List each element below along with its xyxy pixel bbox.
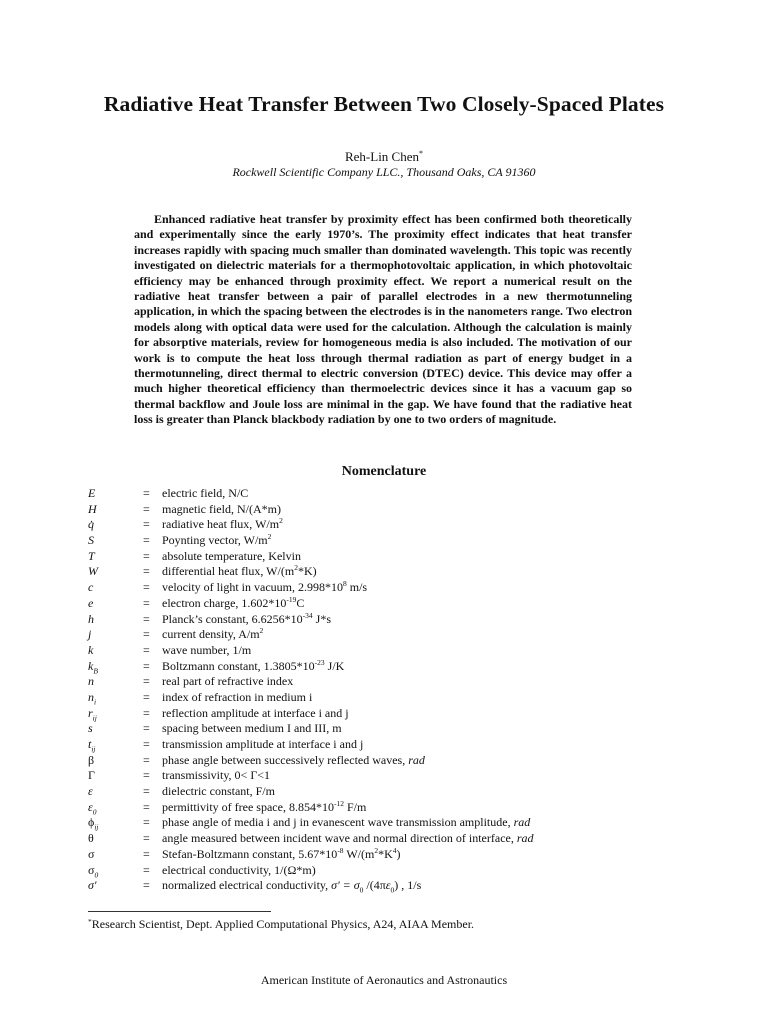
nomenclature-symbol: [88, 643, 93, 658]
nomenclature-definition: [162, 596, 304, 611]
nomenclature-definition: [162, 502, 281, 517]
definition-part: transmissivity, 0< Γ<1: [162, 768, 271, 783]
equals-sign: =: [143, 533, 150, 548]
nomenclature-definition: [162, 815, 530, 830]
symbol-glyph: j: [88, 627, 92, 642]
nomenclature-row: [0, 800, 768, 816]
nomenclature-symbol: [88, 596, 93, 611]
definition-part: electron charge, 1.602*10: [162, 595, 287, 610]
nomenclature-symbol: [88, 549, 95, 564]
symbol-glyph: θ: [88, 831, 94, 846]
nomenclature-definition: [162, 831, 534, 846]
nomenclature-definition: [162, 690, 312, 705]
nomenclature-row: [0, 863, 768, 879]
author-footnote-mark: *: [419, 149, 423, 158]
nomenclature-definition: [162, 549, 301, 564]
definition-part: -12: [333, 798, 344, 808]
footnote: [88, 917, 474, 932]
nomenclature-definition: [162, 753, 425, 768]
nomenclature-definition: [162, 612, 331, 627]
nomenclature-symbol: [88, 486, 95, 501]
nomenclature-definition: [162, 737, 363, 752]
equals-sign: =: [143, 548, 150, 563]
symbol-glyph: s: [88, 721, 93, 736]
definition-part: 2: [374, 845, 379, 855]
symbol-glyph: h: [88, 611, 94, 626]
symbol-glyph: n: [88, 674, 94, 689]
nomenclature-definition: [162, 627, 263, 642]
definition-part: normalized electrical conductivity,: [162, 878, 332, 893]
nomenclature-definition: [162, 847, 401, 862]
equals-sign: =: [143, 564, 150, 579]
nomenclature-row: [0, 486, 768, 502]
equals-sign: =: [143, 595, 150, 610]
nomenclature-row: [0, 564, 768, 580]
symbol-glyph: W: [88, 564, 98, 579]
definition-part: -34: [302, 610, 313, 620]
symbol-glyph: β: [88, 752, 95, 767]
equals-sign: =: [143, 846, 150, 861]
nomenclature-row: [0, 612, 768, 628]
nomenclature-row: [0, 737, 768, 753]
nomenclature-row: [0, 721, 768, 737]
nomenclature-row: [0, 815, 768, 831]
nomenclature-definition: [162, 706, 349, 721]
definition-part: rad: [408, 752, 425, 767]
equals-sign: =: [143, 642, 150, 657]
symbol-glyph: t: [88, 737, 92, 751]
definition-part: transmission amplitude at interface i and j: [162, 737, 364, 751]
equals-sign: =: [143, 705, 150, 720]
definition-part: magnetic field, N/(A*m): [162, 501, 281, 516]
definition-part: 2: [267, 532, 272, 542]
definition-part: velocity of light in vacuum, 2.998*10: [162, 580, 343, 595]
definition-part: rad: [513, 815, 531, 830]
symbol-subscript: B: [93, 665, 98, 675]
nomenclature-row: [0, 706, 768, 722]
definition-part: permittivity of free space, 8.854*10: [162, 799, 334, 814]
definition-part: real part of refractive index: [162, 674, 294, 689]
equals-sign: =: [143, 831, 150, 846]
nomenclature-symbol: [88, 627, 91, 642]
definition-part: ) , 1/s: [394, 878, 422, 893]
nomenclature-symbol: [88, 564, 98, 579]
definition-part: ): [396, 846, 401, 861]
author-name: Reh-Lin Chen: [344, 149, 419, 164]
definition-part: electric field, N/C: [162, 486, 249, 500]
nomenclature-symbol: [88, 831, 94, 846]
symbol-subscript: ij: [94, 822, 99, 832]
symbol-subscript: 0: [92, 807, 97, 817]
definition-part: spacing between medium I and III, m: [162, 721, 342, 736]
nomenclature-definition: [162, 800, 366, 815]
nomenclature-symbol: [88, 612, 94, 627]
author-line: [0, 149, 768, 165]
definition-part: 0: [390, 885, 395, 895]
definition-part: 8: [342, 579, 347, 589]
equals-sign: =: [143, 815, 150, 830]
abstract: Enhanced radiative heat transfer by proximity effect has been confirmed both theoretically and experimentally since the early 1970’s. The proximity effect indicates that heat transfer increases rapidly with spacing much smaller than dominated wavelength. This topic was recently investigated on dielectric materials for a thermophotovoltaic application, in which photovoltaic efficiency may be enhanced through proximity effect. We report a numerical result on the radiative heat transfer between a pair of parallel electrodes in a new thermotunneling application, in which the spacing between the electrodes is in the nanometers range. Two electron models along with optical data were used for the calculation. Although the calculation is mainly for absorptive materials, review for homogeneous media is also included. The motivation of our work is to compute the heat loss through thermal radiation as part of energy budget in a thermotunneling, direct thermal to electric conversion (DTEC) device. This device may offer a much higher theoretical efficiency than thermoelectric devices since it has a vacuum gap so thermal backflow and Joule loss are minimal in the gap. We have found that the radiative heat loss is greater than Planck blackbody radiation by one to two orders of magnitude.: [134, 212, 632, 427]
nomenclature-symbol: [88, 721, 93, 736]
definition-part: differential heat flux, W/(m: [162, 564, 295, 579]
nomenclature-row: [0, 643, 768, 659]
definition-part: radiative heat flux, W/m: [162, 517, 280, 532]
definition-part: W/(m: [343, 846, 375, 861]
page-footer: American Institute of Aeronautics and Astronautics: [260, 973, 508, 987]
nomenclature-definition: [162, 533, 271, 548]
equals-sign: =: [143, 768, 150, 783]
symbol-glyph: ϕ: [88, 815, 95, 830]
definition-part: *K): [297, 564, 317, 579]
nomenclature-row: [0, 753, 768, 769]
equals-sign: =: [143, 737, 150, 751]
definition-part: phase angle between successively reflected waves,: [162, 752, 409, 767]
nomenclature-row: [0, 502, 768, 518]
nomenclature-definition: [162, 784, 275, 799]
definition-part: ε: [385, 878, 391, 893]
nomenclature-symbol: [88, 878, 96, 893]
nomenclature-symbol: [88, 768, 95, 783]
nomenclature-symbol: [88, 659, 98, 675]
footnote-text: Research Scientist, Dept. Applied Computational Physics, A24, AIAA Member.: [91, 917, 475, 931]
definition-part: Stefan-Boltzmann constant, 5.67*10: [162, 846, 338, 861]
nomenclature-symbol: [88, 737, 96, 753]
nomenclature-definition: [162, 768, 270, 783]
nomenclature-definition: [162, 564, 317, 579]
symbol-glyph: n: [88, 689, 94, 704]
nomenclature-row: [0, 831, 768, 847]
nomenclature-heading: Nomenclature: [341, 464, 427, 479]
nomenclature-definition: [162, 659, 344, 674]
definition-part: Boltzmann constant, 1.3805*10: [162, 658, 315, 673]
equals-sign: =: [143, 721, 150, 736]
symbol-glyph: k: [88, 658, 94, 673]
definition-part: reflection amplitude at interface i and j: [162, 705, 349, 720]
symbol-glyph: σ': [88, 878, 97, 893]
equals-sign: =: [143, 674, 150, 689]
symbol-glyph: ε: [88, 799, 93, 814]
nomenclature-row: [0, 517, 768, 533]
symbol-glyph: c: [88, 580, 94, 595]
nomenclature-row: [0, 627, 768, 643]
nomenclature-symbol: [88, 847, 94, 862]
nomenclature-definition: [162, 674, 293, 689]
definition-part: 4: [392, 845, 397, 855]
definition-part: 0: [359, 885, 364, 895]
symbol-glyph: e: [88, 595, 94, 610]
definition-part: C: [296, 595, 305, 610]
definition-part: -19: [286, 594, 297, 604]
definition-part: dielectric constant, F/m: [162, 784, 275, 799]
nomenclature-row: [0, 690, 768, 706]
definition-part: absolute temperature, Kelvin: [162, 548, 301, 563]
nomenclature-symbol: [88, 533, 94, 548]
nomenclature-definition: [162, 878, 421, 894]
nomenclature-definition: [162, 517, 283, 532]
symbol-subscript: 0: [94, 869, 99, 879]
definition-part: σ' = σ: [331, 878, 360, 893]
nomenclature-row: [0, 580, 768, 596]
nomenclature-row: [0, 659, 768, 675]
paper-title: Radiative Heat Transfer Between Two Closely-Spaced Plates: [103, 92, 665, 116]
symbol-glyph: r: [88, 705, 93, 720]
symbol-glyph: T: [88, 548, 95, 563]
equals-sign: =: [143, 862, 150, 877]
definition-part: index of refraction in medium i: [162, 689, 313, 704]
nomenclature-symbol: [88, 815, 99, 831]
nomenclature-symbol: [88, 517, 94, 532]
nomenclature-row: [0, 549, 768, 565]
nomenclature-row: [0, 674, 768, 690]
definition-part: J/K: [324, 658, 345, 673]
definition-part: 2: [259, 626, 264, 636]
symbol-glyph: ε: [88, 784, 93, 799]
equals-sign: =: [143, 486, 150, 500]
equals-sign: =: [143, 752, 150, 767]
symbol-glyph: S: [88, 533, 94, 548]
definition-part: 2: [279, 516, 283, 526]
equals-sign: =: [143, 517, 150, 532]
nomenclature-definition: [162, 580, 367, 595]
symbol-subscript: ij: [92, 713, 97, 723]
nomenclature-row: [0, 533, 768, 549]
footnote-mark: *: [88, 917, 92, 926]
nomenclature-symbol: [88, 753, 94, 768]
definition-part: wave number, 1/m: [162, 642, 252, 657]
equals-sign: =: [143, 799, 150, 814]
symbol-glyph: q̇: [88, 517, 94, 532]
definition-part: /(4π: [363, 878, 386, 893]
nomenclature-row: [0, 784, 768, 800]
nomenclature-row: [0, 847, 768, 863]
nomenclature-row: [0, 878, 768, 894]
equals-sign: =: [143, 611, 150, 626]
definition-part: J*s: [312, 611, 331, 626]
definition-part: angle measured between incident wave and normal direction of interface,: [162, 831, 517, 846]
definition-part: current density, A/m: [162, 627, 260, 642]
nomenclature-definition: [162, 863, 316, 878]
symbol-glyph: H: [88, 501, 97, 516]
symbol-subscript: i: [94, 697, 97, 707]
equals-sign: =: [143, 878, 150, 893]
symbol-subscript: ij: [91, 744, 96, 754]
nomenclature-symbol: [88, 863, 98, 879]
symbol-glyph: Γ: [88, 768, 95, 783]
symbol-glyph: σ: [88, 862, 95, 877]
nomenclature-row: [0, 768, 768, 784]
definition-part: Planck’s constant, 6.6256*10: [162, 611, 303, 626]
equals-sign: =: [143, 501, 150, 516]
equals-sign: =: [143, 658, 150, 673]
nomenclature-list: [0, 486, 768, 894]
definition-part: rad: [516, 831, 534, 846]
nomenclature-symbol: [88, 706, 97, 722]
equals-sign: =: [143, 689, 150, 704]
nomenclature-symbol: [88, 784, 93, 799]
nomenclature-definition: [162, 721, 342, 736]
definition-part: 2: [294, 563, 298, 573]
nomenclature-definition: [162, 643, 251, 658]
definition-part: F/m: [343, 799, 367, 814]
equals-sign: =: [143, 580, 150, 595]
nomenclature-row: [0, 596, 768, 612]
nomenclature-symbol: [88, 580, 93, 595]
definition-part: *K: [378, 846, 393, 861]
definition-part: -8: [337, 845, 344, 855]
author-affiliation: Rockwell Scientific Company LLC., Thousand Oaks, CA 91360: [232, 165, 536, 179]
symbol-glyph: k: [88, 642, 94, 657]
definition-part: phase angle of media i and j in evanescent wave transmission amplitude,: [162, 815, 514, 830]
definition-part: Poynting vector, W/m: [162, 533, 268, 548]
equals-sign: =: [143, 784, 150, 799]
equals-sign: =: [143, 627, 150, 642]
definition-part: -23: [314, 657, 325, 667]
nomenclature-symbol: [88, 674, 94, 689]
definition-part: electrical conductivity, 1/(Ω*m): [162, 862, 316, 877]
definition-part: m/s: [346, 580, 368, 595]
nomenclature-symbol: [88, 800, 96, 816]
nomenclature-symbol: [88, 502, 97, 517]
symbol-glyph: E: [88, 486, 96, 500]
symbol-glyph: σ: [88, 846, 95, 861]
footnote-divider: [88, 911, 271, 912]
nomenclature-definition: [162, 486, 248, 501]
nomenclature-symbol: [88, 690, 96, 706]
